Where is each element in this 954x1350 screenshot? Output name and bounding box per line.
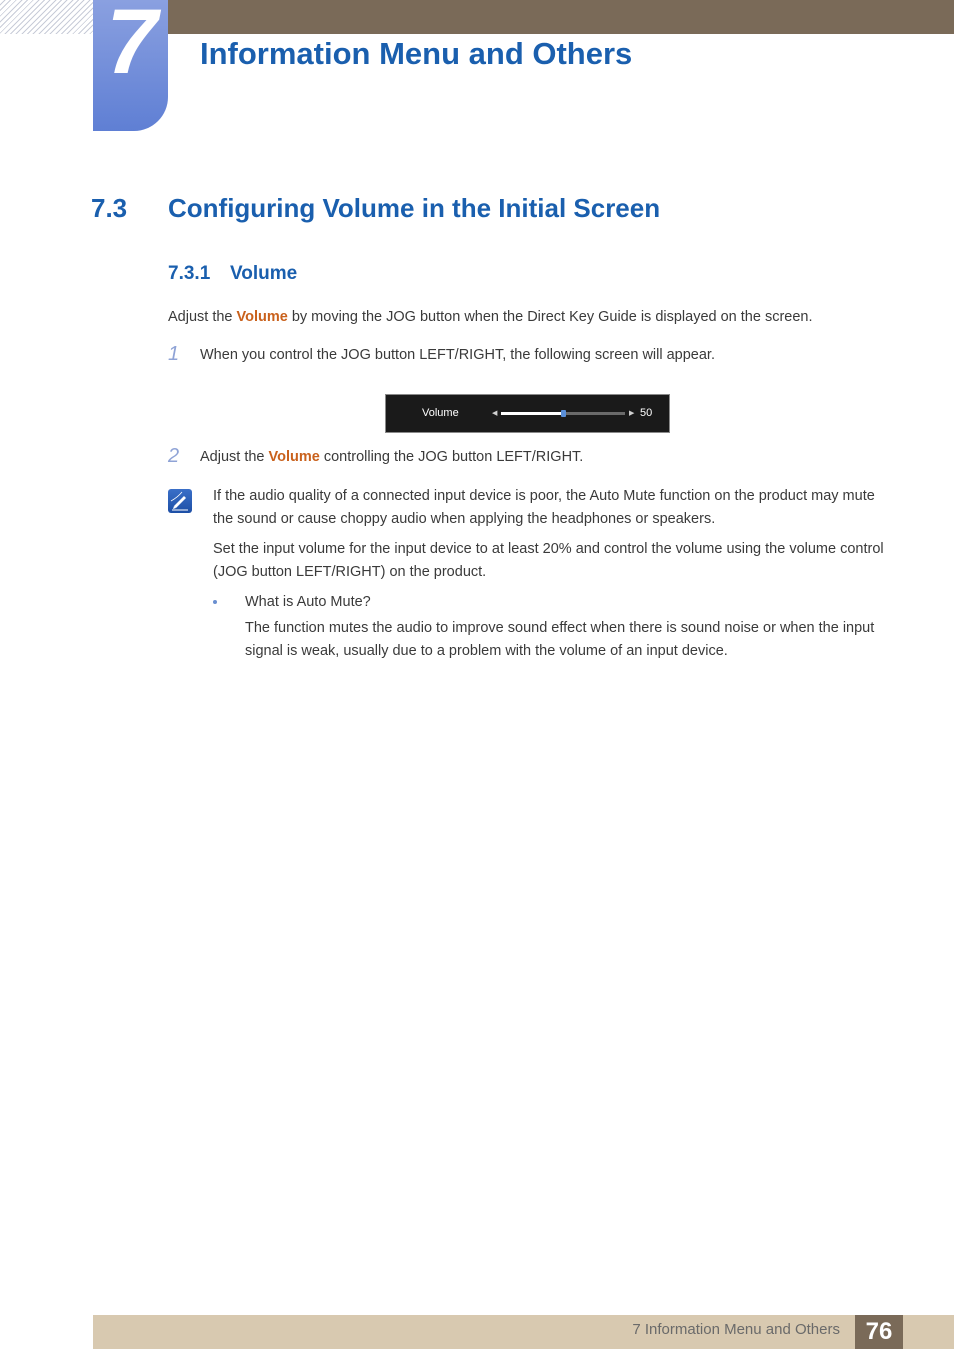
step-2-text-after: controlling the JOG button LEFT/RIGHT. [319, 449, 584, 465]
step-1-number: 1 [168, 343, 180, 365]
bullet-icon [213, 600, 217, 604]
header-bar [168, 0, 954, 34]
header-hatch-pattern [0, 0, 93, 34]
osd-volume-label: Volume [422, 407, 459, 419]
step-2-text-before: Adjust the [200, 449, 269, 465]
subsection-number: 7.3.1 [168, 263, 211, 284]
page-number: 76 [855, 1315, 903, 1349]
intro-paragraph [168, 306, 813, 329]
volume-slider-track [501, 412, 625, 415]
subsection-heading [168, 263, 297, 285]
footer-chapter-text: 7 Information Menu and Others [632, 1321, 840, 1338]
note-paragraph-2: Set the input volume for the input device to at least 20% and control the volume using the volume control (JOG button LEFT/RIGHT) on the product. [213, 541, 884, 580]
section-title: Configuring Volume in the Initial Screen [168, 193, 661, 223]
volume-slider-fill [501, 412, 563, 415]
step-1-text: When you control the JOG button LEFT/RIGHT, the following screen will appear. [200, 347, 715, 363]
chapter-number: 7 [106, 0, 158, 93]
step-2-text [200, 446, 583, 469]
note-pencil-icon [168, 489, 192, 513]
note-paragraph-1: If the audio quality of a connected input device is poor, the Auto Mute function on the product may mute the sound or cause choppy audio when applying the headphones or speakers. [213, 488, 875, 527]
intro-text-before: Adjust the [168, 309, 237, 325]
volume-osd [385, 394, 670, 433]
right-arrow-icon: ▶ [629, 410, 635, 417]
intro-highlight: Volume [236, 309, 288, 325]
section-number: 7.3 [91, 193, 128, 223]
step-2-highlight: Volume [268, 449, 320, 465]
step-2-number: 2 [168, 445, 180, 467]
left-arrow-icon: ◀ [492, 410, 498, 417]
section-heading [91, 193, 660, 224]
intro-text-after: by moving the JOG button when the Direct Key Guide is displayed on the screen. [287, 309, 813, 325]
osd-volume-value: 50 [640, 407, 653, 419]
subsection-title: Volume [230, 263, 298, 284]
volume-slider-knob [561, 410, 566, 417]
bullet-title: What is Auto Mute? [245, 594, 371, 610]
note-pencil-icon-glyph [168, 489, 192, 513]
bullet-text: The function mutes the audio to improve sound effect when there is sound noise or when the input signal is weak, usually due to a problem with the volume of an input device. [245, 620, 875, 659]
chapter-title: Information Menu and Others [200, 36, 633, 71]
